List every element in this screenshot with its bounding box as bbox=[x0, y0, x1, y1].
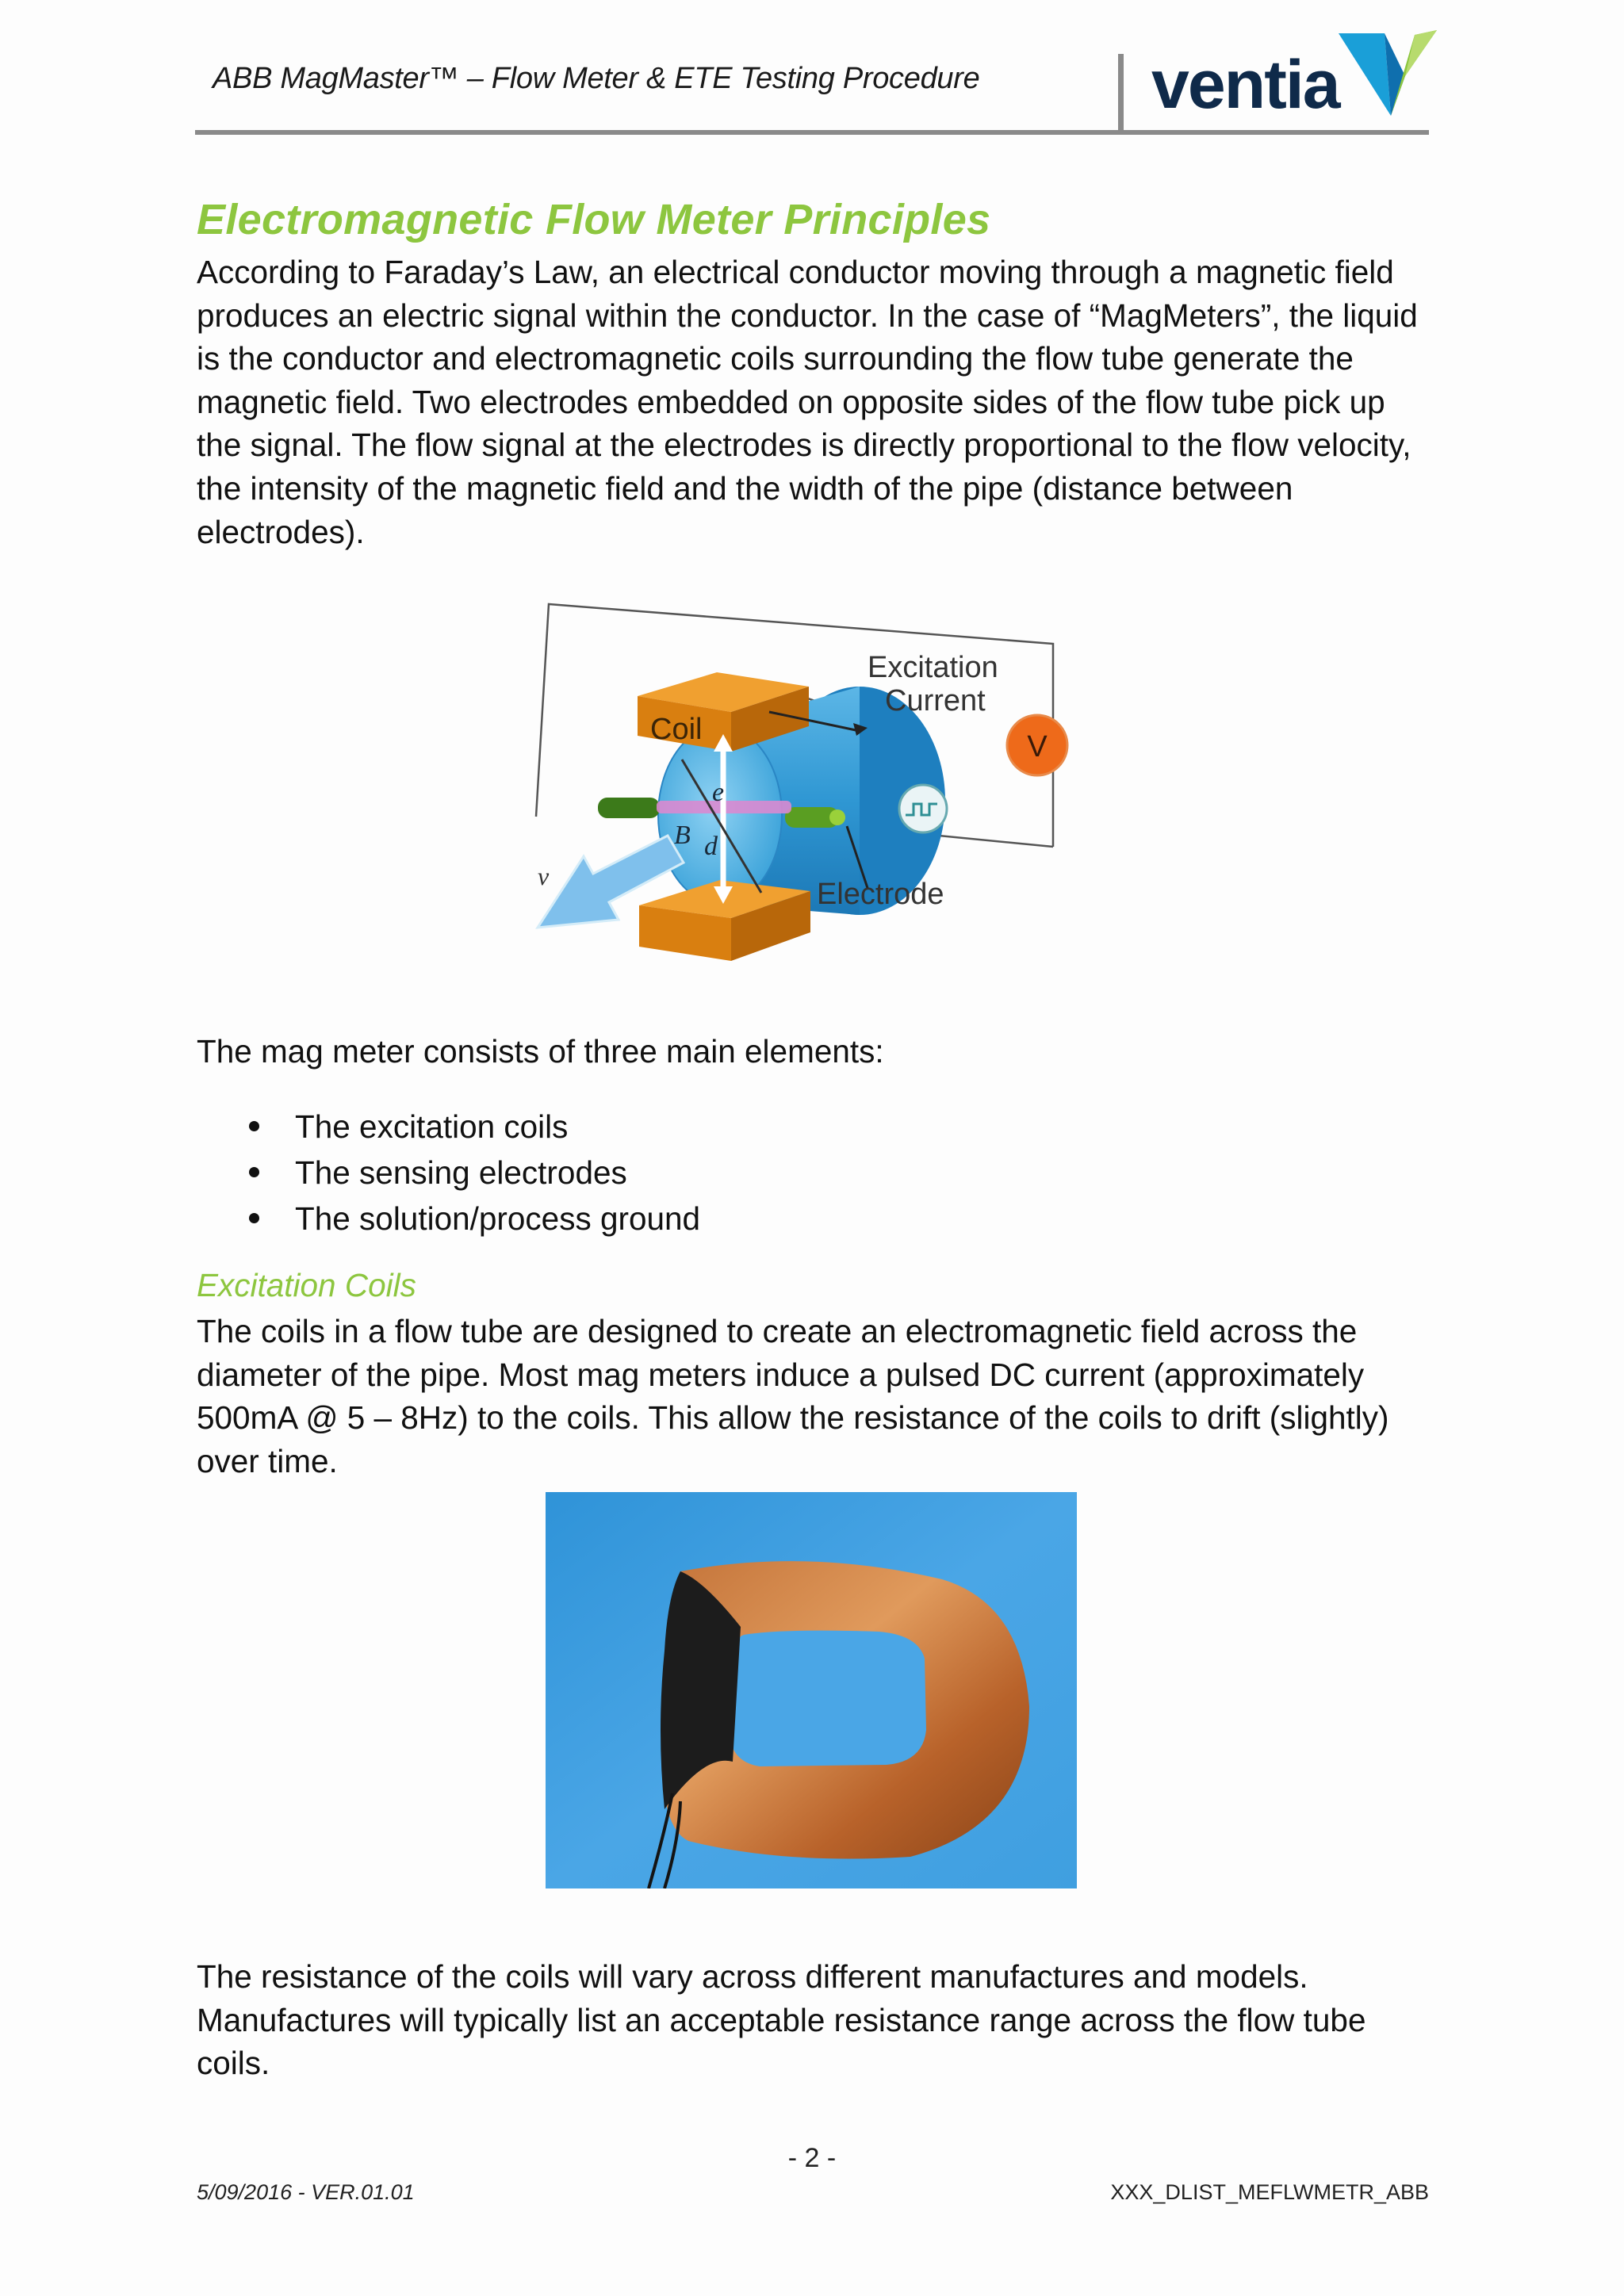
logo-text: ventia bbox=[1151, 47, 1339, 123]
d-label: d bbox=[704, 832, 718, 861]
header-divider bbox=[1118, 54, 1124, 132]
footer-date-version: 5/09/2016 - VER.01.01 bbox=[197, 2180, 415, 2204]
list-item: The sensing electrodes bbox=[197, 1150, 700, 1196]
subheading: Excitation Coils bbox=[197, 1267, 416, 1303]
footer-doc-code: XXX_DLIST_MEFLWMETR_ABB bbox=[1110, 2180, 1429, 2204]
b-label: B bbox=[674, 821, 691, 850]
coil-label: Coil bbox=[650, 713, 703, 746]
voltmeter-label: V bbox=[1027, 730, 1048, 763]
velocity-label: v bbox=[538, 862, 550, 890]
elements-list bbox=[197, 1104, 700, 1242]
resistance-paragraph: The resistance of the coils will vary across different manufactures and models. Manufactures will typically list an acceptable resistance range across the flow tube coils. bbox=[197, 1958, 1366, 2082]
bullet-icon bbox=[249, 1167, 259, 1177]
ventia-logo bbox=[1151, 29, 1437, 124]
header-rule bbox=[195, 130, 1429, 135]
page-number: - 2 - bbox=[787, 2143, 837, 2173]
excitation-label-2: Current bbox=[885, 684, 986, 718]
elements-intro: The mag meter consists of three main elements: bbox=[197, 1033, 884, 1070]
list-item: The solution/process ground bbox=[197, 1196, 700, 1242]
excitation-label-1: Excitation bbox=[868, 651, 998, 684]
bullet-icon bbox=[249, 1213, 259, 1223]
intro-paragraph: According to Faraday’s Law, an electrical conductor moving through a magnetic field produces an electric signal within the conductor. In the case of “MagMeters”, the liquid is the conductor and electromagnetic coils surrounding the flow tube generate the magnetic field. Two electrodes embedded on opposite sides of the flow tube pick up the signal. The flow signal at the electrodes is directly proportional to the flow velocity, the intensity of the magnetic field and the width of the pipe (distance between electrodes). bbox=[197, 254, 1418, 550]
ventia-v-mark-icon bbox=[1339, 29, 1437, 116]
coils-paragraph: The coils in a flow tube are designed to create an electromagnetic field across the diameter of the pipe. Most mag meters induce a pulsed DC current (approximately 500mA @ 5 – 8Hz) to the coils. This allow the resistance of the coils to drift (slightly) over time. bbox=[197, 1313, 1389, 1479]
e-label: e bbox=[712, 778, 725, 807]
list-item: The excitation coils bbox=[197, 1104, 700, 1150]
header-title: ABB MagMaster™ – Flow Meter & ETE Testing Procedure bbox=[213, 62, 980, 95]
magmeter-principle-diagram bbox=[527, 595, 1097, 967]
electrode-label: Electrode bbox=[817, 878, 944, 911]
coil-photo bbox=[546, 1492, 1077, 1888]
section-heading: Electromagnetic Flow Meter Principles bbox=[197, 196, 991, 243]
bullet-icon bbox=[249, 1121, 259, 1131]
